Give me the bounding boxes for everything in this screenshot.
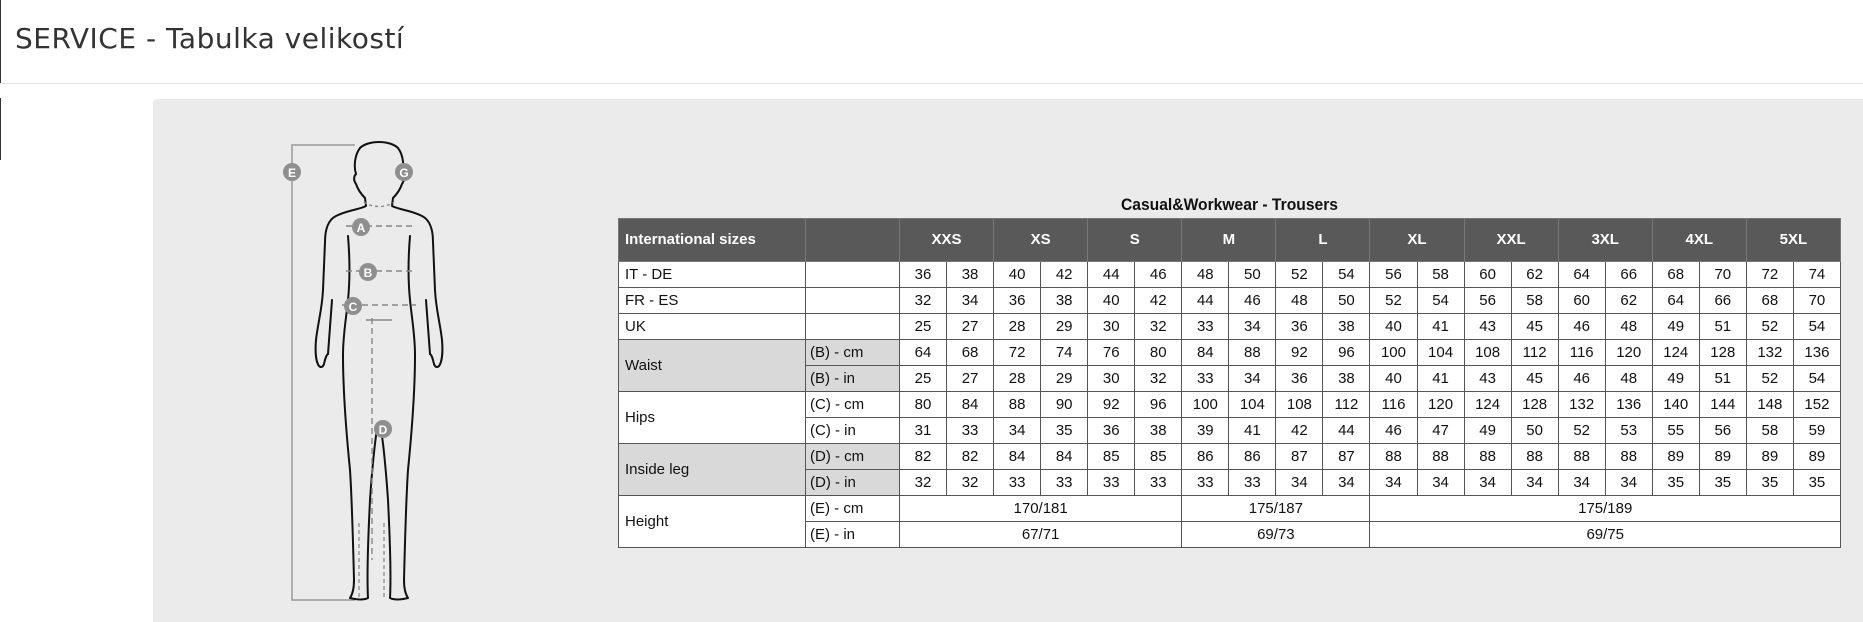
size-cell: 44	[1323, 418, 1370, 444]
header-size-xs: XS	[994, 219, 1088, 262]
size-cell: 46	[1229, 288, 1276, 314]
size-cell: 34	[1417, 470, 1464, 496]
size-cell: 45	[1511, 366, 1558, 392]
window-edge	[0, 0, 1, 84]
size-cell: 31	[900, 418, 947, 444]
size-cell: 58	[1511, 288, 1558, 314]
size-cell: 88	[994, 392, 1041, 418]
height-range-cell: 69/75	[1370, 522, 1841, 548]
size-cell: 70	[1699, 262, 1746, 288]
window-edge	[0, 98, 1, 160]
size-cell: 46	[1370, 418, 1417, 444]
table-body	[619, 262, 1841, 548]
unit-label: (D) - cm	[806, 444, 900, 470]
size-cell: 41	[1229, 418, 1276, 444]
height-range-cell: 175/189	[1370, 496, 1841, 522]
header-size-xxs: XXS	[900, 219, 994, 262]
size-cell: 39	[1182, 418, 1229, 444]
size-cell: 104	[1229, 392, 1276, 418]
size-cell: 42	[1041, 262, 1088, 288]
size-cell: 84	[1182, 340, 1229, 366]
size-cell: 140	[1652, 392, 1699, 418]
page-title: SERVICE - Tabulka velikostí	[15, 22, 405, 55]
unit-label: (E) - in	[806, 522, 900, 548]
size-cell: 88	[1417, 444, 1464, 470]
size-cell: 30	[1088, 366, 1135, 392]
size-cell: 116	[1558, 340, 1605, 366]
table-row	[619, 262, 1841, 288]
size-cell: 34	[1511, 470, 1558, 496]
size-cell: 88	[1511, 444, 1558, 470]
size-cell: 30	[1088, 314, 1135, 340]
size-cell: 27	[947, 366, 994, 392]
size-cell: 35	[1652, 470, 1699, 496]
size-cell: 54	[1323, 262, 1370, 288]
size-cell: 32	[900, 288, 947, 314]
size-cell: 60	[1558, 288, 1605, 314]
size-cell: 72	[994, 340, 1041, 366]
size-cell: 46	[1558, 366, 1605, 392]
size-cell: 40	[1370, 366, 1417, 392]
row-label: IT - DE	[619, 262, 806, 288]
svg-text:D: D	[378, 423, 388, 437]
size-cell: 54	[1793, 366, 1840, 392]
size-cell: 32	[1135, 314, 1182, 340]
size-cell: 132	[1746, 340, 1793, 366]
marker-b	[359, 263, 377, 281]
size-cell: 104	[1417, 340, 1464, 366]
size-cell: 51	[1699, 314, 1746, 340]
size-cell: 36	[1276, 314, 1323, 340]
size-cell: 58	[1746, 418, 1793, 444]
size-cell: 56	[1370, 262, 1417, 288]
size-cell: 52	[1370, 288, 1417, 314]
size-cell: 25	[900, 366, 947, 392]
size-cell: 84	[947, 392, 994, 418]
size-cell: 90	[1041, 392, 1088, 418]
size-cell: 96	[1135, 392, 1182, 418]
size-cell: 85	[1088, 444, 1135, 470]
size-cell: 41	[1417, 366, 1464, 392]
group-label: Hips	[619, 392, 806, 444]
table-header-row	[619, 219, 1841, 262]
size-cell: 84	[994, 444, 1041, 470]
size-cell: 34	[1605, 470, 1652, 496]
size-cell: 44	[1182, 288, 1229, 314]
size-cell: 38	[947, 262, 994, 288]
size-cell: 68	[947, 340, 994, 366]
size-cell: 62	[1511, 262, 1558, 288]
group-label: Height	[619, 496, 806, 548]
size-table	[618, 218, 1841, 548]
size-cell: 124	[1652, 340, 1699, 366]
unit-label: (B) - in	[806, 366, 900, 392]
header-unit-cell	[806, 219, 900, 262]
header-size-5xl: 5XL	[1746, 219, 1840, 262]
height-range-cell: 69/73	[1182, 522, 1370, 548]
header-size-s: S	[1088, 219, 1182, 262]
size-cell: 46	[1558, 314, 1605, 340]
size-cell: 35	[1746, 470, 1793, 496]
size-cell: 68	[1652, 262, 1699, 288]
marker-a	[352, 218, 370, 236]
size-cell: 25	[900, 314, 947, 340]
size-cell: 46	[1135, 262, 1182, 288]
table-caption: Casual&Workwear - Trousers	[1120, 195, 1339, 214]
size-cell: 38	[1135, 418, 1182, 444]
header-size-xl: XL	[1370, 219, 1464, 262]
header-size-xxl: XXL	[1464, 219, 1558, 262]
size-cell: 41	[1417, 314, 1464, 340]
size-cell: 29	[1041, 366, 1088, 392]
body-measurement-figure	[280, 140, 480, 605]
size-cell: 36	[994, 288, 1041, 314]
header-size-4xl: 4XL	[1652, 219, 1746, 262]
size-cell: 40	[1088, 288, 1135, 314]
size-cell: 56	[1464, 288, 1511, 314]
size-cell: 64	[900, 340, 947, 366]
group-label: Waist	[619, 340, 806, 392]
table-row	[619, 314, 1841, 340]
size-cell: 43	[1464, 314, 1511, 340]
size-cell: 49	[1652, 314, 1699, 340]
size-cell: 33	[1041, 470, 1088, 496]
size-cell: 74	[1041, 340, 1088, 366]
human-body-outline	[280, 140, 480, 605]
size-cell: 40	[994, 262, 1041, 288]
size-cell: 50	[1229, 262, 1276, 288]
size-cell: 45	[1511, 314, 1558, 340]
size-cell: 112	[1323, 392, 1370, 418]
size-cell: 28	[994, 366, 1041, 392]
size-cell: 50	[1511, 418, 1558, 444]
size-cell: 92	[1088, 392, 1135, 418]
size-cell: 38	[1323, 366, 1370, 392]
table-row	[619, 444, 1841, 470]
size-cell: 66	[1605, 262, 1652, 288]
size-cell: 55	[1652, 418, 1699, 444]
size-cell: 42	[1135, 288, 1182, 314]
table-row	[619, 340, 1841, 366]
marker-g	[395, 163, 413, 181]
group-label: Inside leg	[619, 444, 806, 496]
table-row	[619, 392, 1841, 418]
size-cell: 89	[1746, 444, 1793, 470]
size-cell: 36	[1088, 418, 1135, 444]
size-cell: 132	[1558, 392, 1605, 418]
size-cell: 35	[1041, 418, 1088, 444]
size-cell: 108	[1276, 392, 1323, 418]
size-cell: 34	[1276, 470, 1323, 496]
size-cell: 33	[1182, 366, 1229, 392]
size-cell: 52	[1558, 418, 1605, 444]
size-cell: 52	[1746, 366, 1793, 392]
unit-cell	[806, 314, 900, 340]
size-cell: 48	[1605, 366, 1652, 392]
unit-cell	[806, 262, 900, 288]
size-cell: 89	[1699, 444, 1746, 470]
size-cell: 144	[1699, 392, 1746, 418]
size-cell: 34	[947, 288, 994, 314]
header-size-3xl: 3XL	[1558, 219, 1652, 262]
divider	[0, 83, 1863, 84]
size-cell: 80	[900, 392, 947, 418]
size-cell: 64	[1652, 288, 1699, 314]
size-cell: 86	[1182, 444, 1229, 470]
height-range-cell: 175/187	[1182, 496, 1370, 522]
size-cell: 35	[1793, 470, 1840, 496]
size-cell: 64	[1558, 262, 1605, 288]
size-cell: 33	[947, 418, 994, 444]
size-cell: 120	[1417, 392, 1464, 418]
size-cell: 72	[1746, 262, 1793, 288]
size-cell: 108	[1464, 340, 1511, 366]
size-cell: 33	[1135, 470, 1182, 496]
row-label: FR - ES	[619, 288, 806, 314]
unit-label: (B) - cm	[806, 340, 900, 366]
header-size-m: M	[1182, 219, 1276, 262]
size-cell: 44	[1088, 262, 1135, 288]
size-cell: 112	[1511, 340, 1558, 366]
size-cell: 34	[1558, 470, 1605, 496]
size-cell: 84	[1041, 444, 1088, 470]
size-cell: 82	[947, 444, 994, 470]
size-cell: 33	[1088, 470, 1135, 496]
size-cell: 51	[1699, 366, 1746, 392]
size-cell: 120	[1605, 340, 1652, 366]
size-cell: 34	[1229, 314, 1276, 340]
size-cell: 70	[1793, 288, 1840, 314]
size-cell: 88	[1370, 444, 1417, 470]
size-cell: 32	[1135, 366, 1182, 392]
size-cell: 136	[1605, 392, 1652, 418]
size-cell: 33	[994, 470, 1041, 496]
unit-label: (E) - cm	[806, 496, 900, 522]
svg-text:E: E	[287, 166, 297, 180]
size-cell: 100	[1182, 392, 1229, 418]
svg-text:G: G	[399, 166, 409, 180]
size-cell: 43	[1464, 366, 1511, 392]
unit-label: (C) - cm	[806, 392, 900, 418]
height-range-cell: 170/181	[900, 496, 1182, 522]
size-cell: 32	[900, 470, 947, 496]
size-cell: 56	[1699, 418, 1746, 444]
size-cell: 34	[994, 418, 1041, 444]
size-cell: 66	[1699, 288, 1746, 314]
size-cell: 48	[1276, 288, 1323, 314]
size-cell: 85	[1135, 444, 1182, 470]
size-cell: 136	[1793, 340, 1840, 366]
size-cell: 88	[1464, 444, 1511, 470]
table-row	[619, 496, 1841, 522]
size-cell: 59	[1793, 418, 1840, 444]
size-cell: 49	[1464, 418, 1511, 444]
size-cell: 40	[1370, 314, 1417, 340]
size-cell: 42	[1276, 418, 1323, 444]
height-range-cell: 67/71	[900, 522, 1182, 548]
size-cell: 60	[1464, 262, 1511, 288]
unit-label: (D) - in	[806, 470, 900, 496]
unit-cell	[806, 288, 900, 314]
size-cell: 54	[1417, 288, 1464, 314]
size-cell: 33	[1182, 470, 1229, 496]
size-cell: 52	[1276, 262, 1323, 288]
size-cell: 82	[900, 444, 947, 470]
size-cell: 100	[1370, 340, 1417, 366]
size-cell: 28	[994, 314, 1041, 340]
size-cell: 74	[1793, 262, 1840, 288]
size-cell: 36	[1276, 366, 1323, 392]
size-cell: 92	[1276, 340, 1323, 366]
size-cell: 124	[1464, 392, 1511, 418]
svg-text:A: A	[356, 221, 366, 235]
size-cell: 34	[1464, 470, 1511, 496]
size-cell: 33	[1229, 470, 1276, 496]
size-cell: 88	[1558, 444, 1605, 470]
size-cell: 68	[1746, 288, 1793, 314]
size-cell: 152	[1793, 392, 1840, 418]
header-size-l: L	[1276, 219, 1370, 262]
size-cell: 27	[947, 314, 994, 340]
size-cell: 38	[1323, 314, 1370, 340]
size-cell: 48	[1182, 262, 1229, 288]
size-cell: 34	[1323, 470, 1370, 496]
size-cell: 29	[1041, 314, 1088, 340]
unit-label: (C) - in	[806, 418, 900, 444]
size-cell: 38	[1041, 288, 1088, 314]
size-cell: 47	[1417, 418, 1464, 444]
size-cell: 50	[1323, 288, 1370, 314]
size-cell: 32	[947, 470, 994, 496]
size-cell: 88	[1605, 444, 1652, 470]
size-cell: 80	[1135, 340, 1182, 366]
size-cell: 87	[1323, 444, 1370, 470]
size-cell: 34	[1229, 366, 1276, 392]
size-cell: 54	[1793, 314, 1840, 340]
row-label: UK	[619, 314, 806, 340]
size-cell: 53	[1605, 418, 1652, 444]
size-cell: 148	[1746, 392, 1793, 418]
size-cell: 89	[1652, 444, 1699, 470]
size-cell: 116	[1370, 392, 1417, 418]
marker-e	[283, 163, 301, 181]
marker-d	[374, 420, 392, 438]
size-cell: 35	[1699, 470, 1746, 496]
size-cell: 76	[1088, 340, 1135, 366]
size-cell: 48	[1605, 314, 1652, 340]
table-row	[619, 288, 1841, 314]
size-cell: 33	[1182, 314, 1229, 340]
size-cell: 49	[1652, 366, 1699, 392]
header-international-sizes: International sizes	[619, 219, 806, 262]
size-cell: 36	[900, 262, 947, 288]
svg-text:B: B	[363, 266, 373, 280]
size-cell: 128	[1511, 392, 1558, 418]
size-cell: 96	[1323, 340, 1370, 366]
marker-c	[344, 297, 362, 315]
size-cell: 88	[1229, 340, 1276, 366]
size-cell: 89	[1793, 444, 1840, 470]
size-cell: 128	[1699, 340, 1746, 366]
size-cell: 58	[1417, 262, 1464, 288]
size-cell: 52	[1746, 314, 1793, 340]
size-cell: 34	[1370, 470, 1417, 496]
size-cell: 87	[1276, 444, 1323, 470]
size-cell: 62	[1605, 288, 1652, 314]
size-cell: 86	[1229, 444, 1276, 470]
svg-text:C: C	[348, 300, 358, 314]
